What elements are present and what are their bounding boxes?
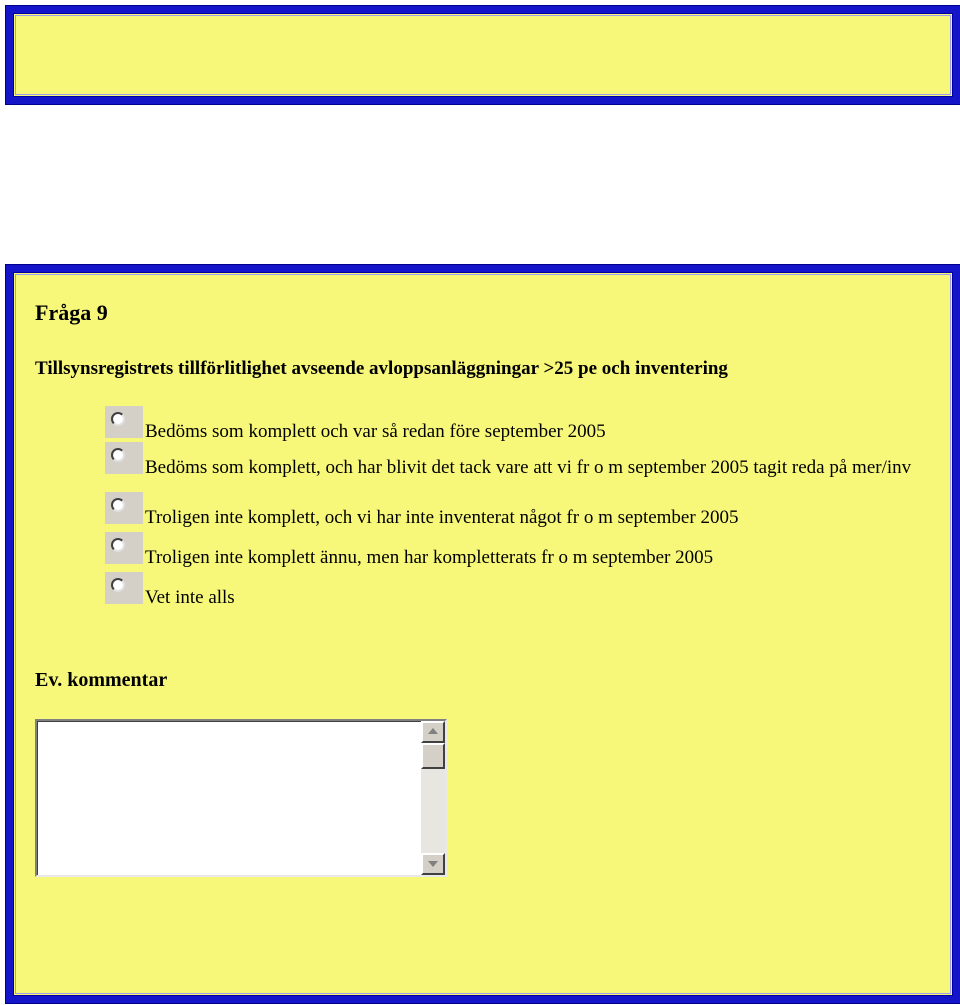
radio-icon	[111, 498, 125, 512]
radio-icon	[111, 448, 125, 462]
radio-icon	[111, 412, 125, 426]
radio-icon	[111, 578, 125, 592]
option-5-radio[interactable]	[105, 572, 143, 604]
option-5[interactable]	[105, 572, 960, 612]
scroll-down-button[interactable]	[421, 853, 445, 875]
option-4-radio[interactable]	[105, 532, 143, 564]
comment-label: Ev. kommentar	[35, 669, 168, 691]
option-2-label: Bedöms som komplett, och har blivit det tack vare att vi fr o m september 2005 tagit reda på mer/inv	[145, 457, 912, 478]
option-4[interactable]	[105, 532, 960, 572]
radio-icon	[111, 538, 125, 552]
question-panel	[6, 265, 960, 1003]
scroll-up-button[interactable]	[421, 721, 445, 743]
option-1[interactable]	[105, 406, 960, 442]
question-subtitle: Tillsynsregistrets tillförlitlighet avseende avloppsanläggningar >25 pe och inventering	[35, 358, 728, 379]
comment-textarea[interactable]	[35, 719, 447, 877]
arrow-up-icon	[428, 728, 438, 734]
option-1-label: Bedöms som komplett och var så redan före september 2005	[145, 421, 606, 442]
textarea-scrollbar[interactable]	[421, 721, 445, 875]
option-2-radio[interactable]	[105, 442, 143, 474]
question-title: Fråga 9	[35, 300, 108, 325]
top-panel	[6, 6, 960, 104]
scroll-thumb[interactable]	[421, 743, 445, 769]
option-1-radio[interactable]	[105, 406, 143, 438]
options-list	[105, 406, 960, 612]
option-3[interactable]	[105, 492, 960, 532]
arrow-down-icon	[428, 861, 438, 867]
option-2[interactable]	[105, 442, 960, 492]
option-4-label: Troligen inte komplett ännu, men har kompletterats fr o m september 2005	[145, 547, 714, 568]
option-5-label: Vet inte alls	[145, 587, 235, 608]
option-3-radio[interactable]	[105, 492, 143, 524]
option-3-label: Troligen inte komplett, och vi har inte inventerat något fr o m september 2005	[145, 507, 739, 528]
